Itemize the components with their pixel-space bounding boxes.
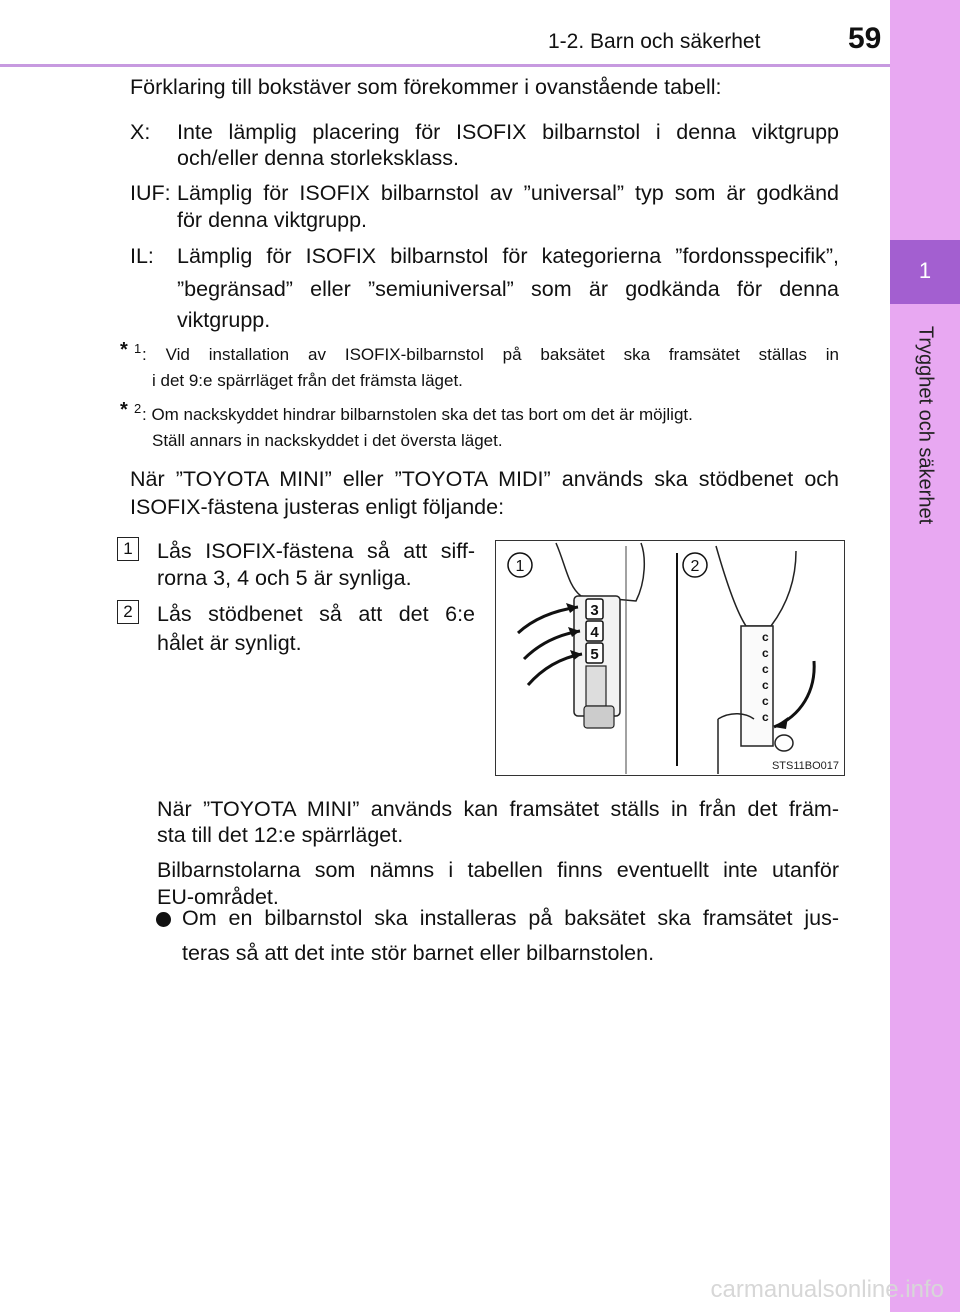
watermark: carmanualsonline.info [710,1276,944,1303]
isofix-latch [586,666,606,706]
step-2-number: 2 [117,600,139,624]
svg-text:c: c [762,694,769,708]
chapter-number: 1 [918,258,932,283]
footnote-1-number: 1 [134,341,142,356]
bullet-text-line-1: Om en bilbarnstol ska installeras på baksätet ska framsätet jus- [182,906,839,930]
definition-x-line-2: och/eller denna storleksklass. [177,146,460,170]
definition-abbr-iuf: IUF: [130,181,171,205]
digit-4: 4 [590,624,599,641]
definition-il-line-1: Lämplig för ISOFIX bilbarnstol för kategorierna ”fordonsspecifik”, [177,244,839,268]
adjust-text-line-2: ISOFIX-fästena justeras enligt följande: [130,495,505,519]
figure-code: STS11BO017 [771,760,839,772]
digit-5-plate [586,643,603,663]
definition-il-line-2: ”begränsad” eller ”semiuniversal” som är godkända för denna [177,277,839,301]
label-1-circle [508,553,532,577]
step-1-number: 1 [117,537,139,561]
page-number: 59 [848,22,882,55]
digit-5: 5 [590,646,599,663]
svg-text:c: c [762,662,769,676]
step-1-line-1: Lås ISOFIX-fästena så att siff- [157,539,475,563]
definition-x-line-1: Inte lämplig placering för ISOFIX bilbarnstol i denna viktgrupp [177,120,839,144]
bullet-dot-icon [156,912,171,927]
eu-text-line-2: EU-området. [157,885,279,909]
isofix-connector [584,706,614,728]
definition-iuf-line-1: Lämplig för ISOFIX bilbarnstol av ”universal” typ som är godkänd [177,181,839,205]
header-divider [0,64,890,67]
footnote-2-line-1: : Om nackskyddet hindrar bilbarnstolen ska det tas bort om det är möjligt. [142,405,693,424]
arrow-to-hole [774,661,814,727]
footnote-2-marker: * [120,399,128,421]
svg-text:c: c [762,646,769,660]
svg-text:c: c [762,710,769,724]
step-2-line-2: hålet är synligt. [157,631,302,655]
footnote-1-marker: * [120,339,128,361]
label-1: 1 [515,558,525,575]
svg-text:c: c [762,630,769,644]
footnote-2-number: 2 [134,401,142,416]
isofix-illustration [495,540,845,776]
svg-text:c: c [762,678,769,692]
child-seat-base [716,546,796,626]
bullet-text-line-2: teras så att det inte stör barnet eller bilbarnstolen. [182,941,655,965]
adjust-text-line-1: När ”TOYOTA MINI” eller ”TOYOTA MIDI” används ska stödbenet och [130,467,839,491]
chapter-title: Trygghet och säkerhet [914,325,937,525]
eu-text-line-1: Bilbarnstolarna som nämns i tabellen finns eventuellt inte utanför [157,858,839,882]
digit-3-plate [586,599,603,619]
intro-text: Förklaring till bokstäver som förekommer i ovanstående tabell: [130,75,722,99]
digit-4-plate [586,621,603,641]
step-1-line-2: rorna 3, 4 och 5 är synliga. [157,566,412,590]
footnote-1-line-1: : Vid installation av ISOFIX-bilbarnstol på baksätet ska framsätet ställas in [142,345,839,364]
footnote-1-line-2: i det 9:e spärrläget från det främsta läget. [152,371,463,390]
footnote-2-line-2: Ställ annars in nackskyddet i det översta läget. [152,431,503,450]
section-title: 1-2. Barn och säkerhet [548,30,761,53]
step-2-line-1: Lås stödbenet så att det 6:e [157,602,475,626]
definition-iuf-line-2: för denna viktgrupp. [177,208,368,232]
digit-3: 3 [590,602,599,619]
definition-abbr-il: IL: [130,244,154,268]
illustration-drawing [496,541,843,774]
chapter-side-tab [890,0,960,1312]
label-2-circle [683,553,707,577]
definition-il-line-3: viktgrupp. [177,308,271,332]
support-leg-knob [775,735,793,751]
label-2: 2 [690,558,700,575]
definition-abbr-x: X: [130,120,151,144]
arrow-head-hole [774,717,788,729]
mini-text-line-1: När ”TOYOTA MINI” används kan framsätet ställs in från det främ- [157,797,839,821]
seat-cushion-left [556,543,644,601]
mini-text-line-2: sta till det 12:e spärrläget. [157,823,404,847]
